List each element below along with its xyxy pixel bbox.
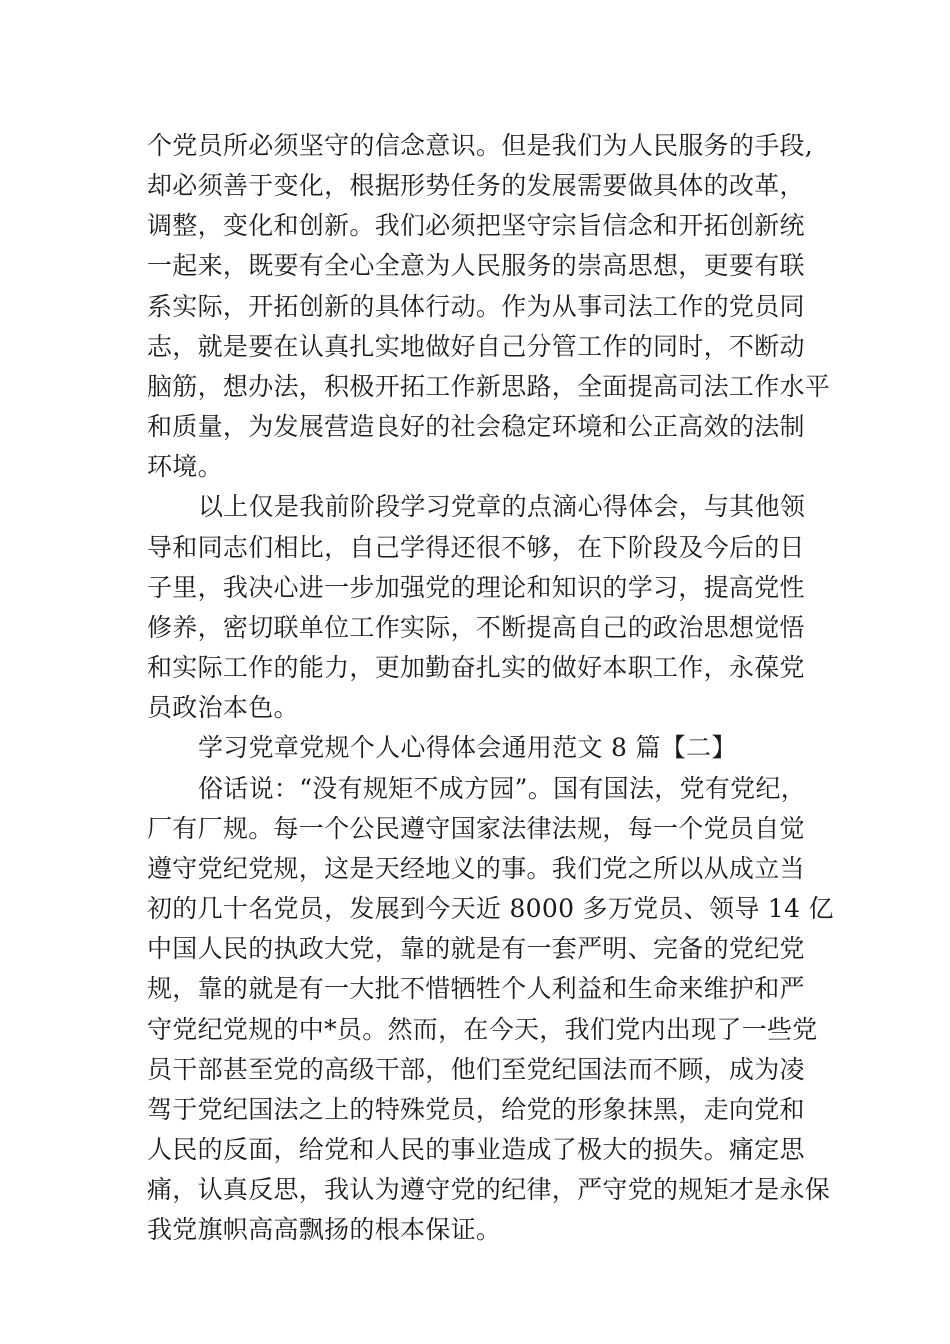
text-line: 员干部甚至党的高级干部，他们至党纪国法而不顾，成为凌 [147, 1055, 805, 1084]
paragraph-first-line: 以上仅是我前阶段学习党章的点滴心得体会，与其他领 [198, 492, 806, 521]
text-line: 遵守党纪党规，这是天经地义的事。我们党之所以从成立当 [147, 854, 805, 883]
text-line: 厂有厂规。每一个公民遵守国家法律法规，每一个党员自觉 [147, 814, 805, 843]
text-line: 痛，认真反思，我认为遵守党的纪律，严守党的规矩才是永保 [147, 1175, 831, 1204]
text-line: 调整，变化和创新。我们必须把坚守宗旨信念和开拓创新统 [147, 211, 805, 240]
text-line: 一起来，既要有全心全意为人民服务的崇高思想，更要有联 [147, 251, 805, 280]
text-line: 志，就是要在认真扎实地做好自己分管工作的同时，不断动 [147, 332, 805, 361]
text-line: 我党旗帜高高飘扬的根本保证。 [147, 1215, 502, 1244]
text-line: 初的几十名党员，发展到今天近 8000 多万党员、领导 14 亿 [147, 894, 834, 923]
paragraph-first-line: 俗话说：“没有规矩不成方园”。国有国法，党有党纪， [198, 774, 807, 803]
text-line: 环境。 [147, 452, 223, 481]
text-line: 驾于党纪国法之上的特殊党员，给党的形象抹黑，走向党和 [147, 1095, 805, 1124]
section-heading: 学习党章党规个人心得体会通用范文 8 篇【二】 [198, 733, 737, 762]
text-line: 和质量，为发展营造良好的社会稳定环境和公正高效的法制 [147, 412, 805, 441]
text-line: 修养，密切联单位工作实际，不断提高自己的政治思想觉悟 [147, 613, 805, 642]
text-line: 人民的反面，给党和人民的事业造成了极大的损失。痛定思 [147, 1135, 805, 1164]
text-line: 和实际工作的能力，更加勤奋扎实的做好本职工作，永葆党 [147, 653, 805, 682]
text-line: 个党员所必须坚守的信念意识。但是我们为人民服务的手段, [147, 131, 814, 160]
text-line: 员政治本色。 [147, 693, 299, 722]
text-line: 规，靠的就是有一大批不惜牺牲个人利益和生命来维护和严 [147, 974, 805, 1003]
text-line: 子里，我决心进一步加强党的理论和知识的学习，提高党性 [147, 573, 805, 602]
text-line: 中国人民的执政大党，靠的就是有一套严明、完备的党纪党 [147, 934, 805, 963]
text-line: 系实际，开拓创新的具体行动。作为从事司法工作的党员同 [147, 292, 805, 321]
text-line: 脑筋，想办法，积极开拓工作新思路，全面提高司法工作水平 [147, 372, 831, 401]
text-line: 却必须善于变化，根据形势任务的发展需要做具体的改革， [147, 171, 805, 200]
text-line: 守党纪党规的中*员。然而，在今天，我们党内出现了一些党 [147, 1015, 818, 1044]
text-line: 导和同志们相比，自己学得还很不够，在下阶段及今后的日 [147, 533, 805, 562]
